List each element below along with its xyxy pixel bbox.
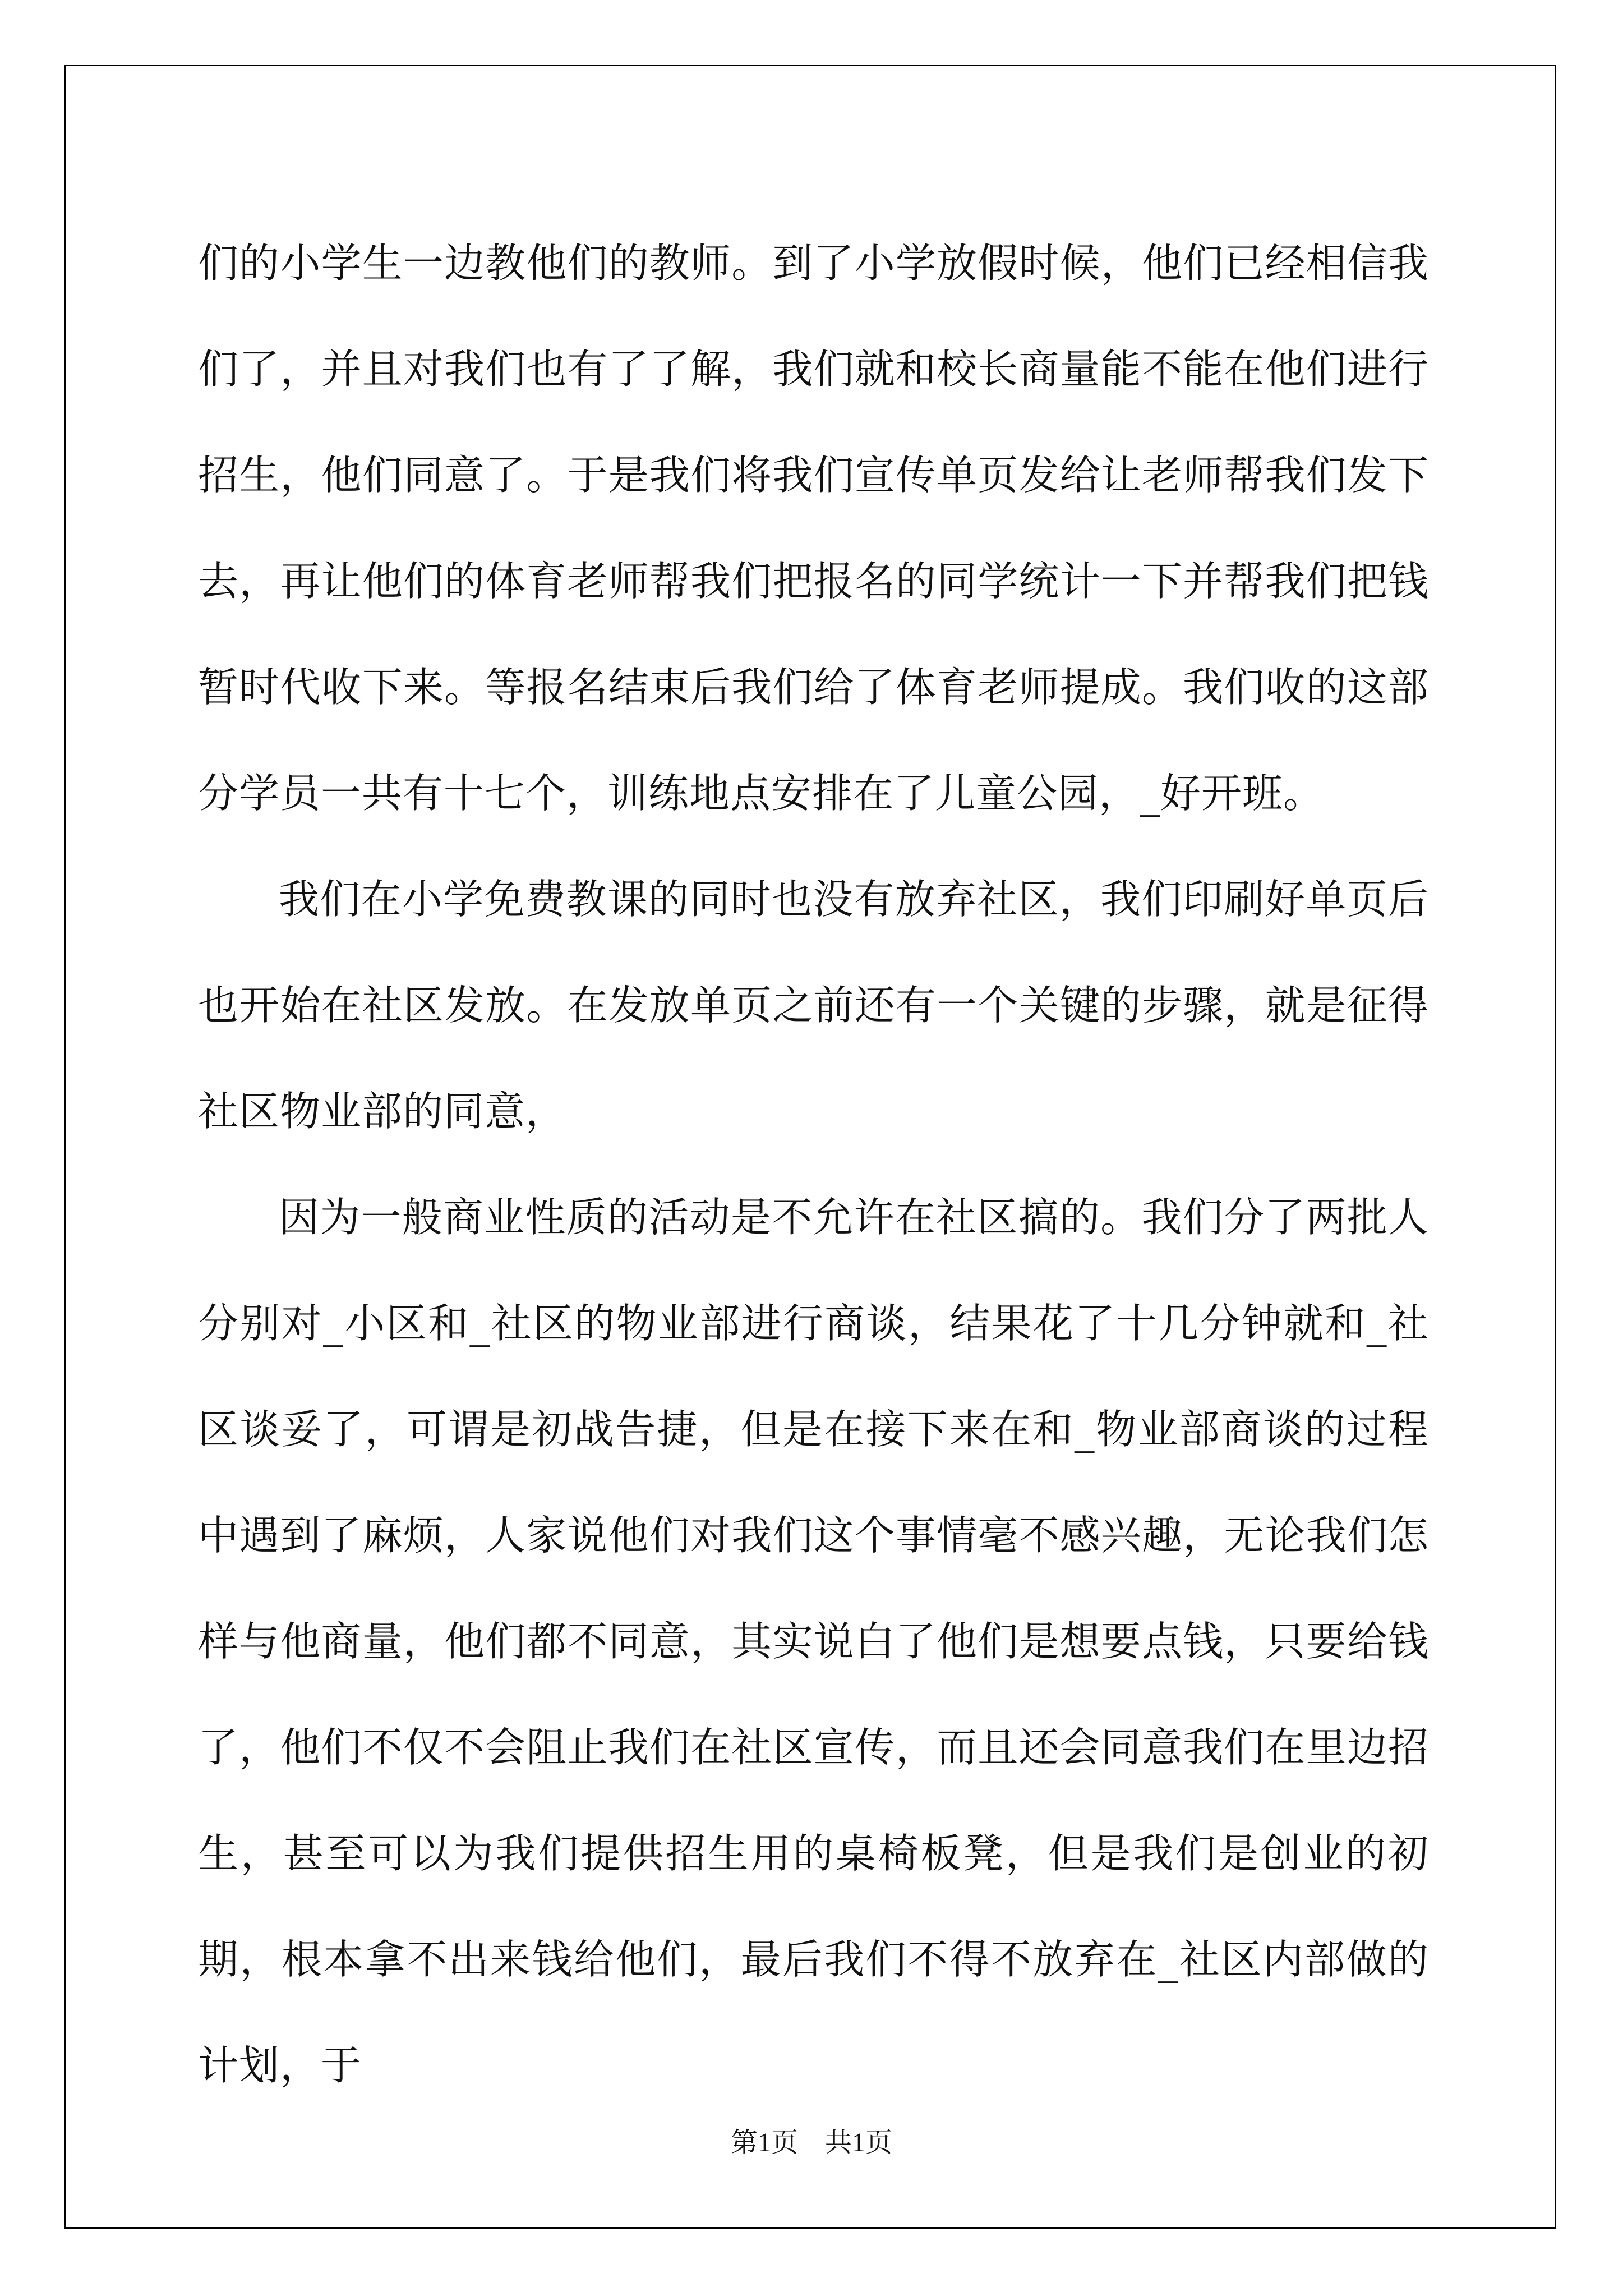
document-body	[198, 210, 1429, 2119]
paragraph-1: 们的小学生一边教他们的教师。到了小学放假时候，他们已经相信我们了，并且对我们也有了了解，我们就和校长商量能不能在他们进行招生，他们同意了。于是我们将我们宣传单页发给让老师帮我们发下去，再让他们的体育老师帮我们把报名的同学统计一下并帮我们把钱暂时代收下来。等报名结束后我们给了体育老师提成。我们收的这部分学员一共有十七个，训练地点安排在了儿童公园，_好开班。	[198, 240, 1429, 817]
paragraph-2: 我们在小学免费教课的同时也没有放弃社区，我们印刷好单页后也开始在社区发放。在发放单页之前还有一个关键的步骤，就是征得社区物业部的同意，	[198, 876, 1429, 1135]
page-number-footer: 第1页 共1页	[730, 2128, 892, 2157]
paragraph-3: 因为一般商业性质的活动是不允许在社区搞的。我们分了两批人分别对_小区和_社区的物业部进行商谈，结果花了十几分钟就和_社区谈妥了，可谓是初战告捷，但是在接下来在和_物业部商谈的过程中遇到了麻烦，人家说他们对我们这个事情毫不感兴趣，无论我们怎样与他商量，他们都不同意，其实说白了他们是想要点钱，只要给钱了，他们不仅不会阻止我们在社区宣传，而且还会同意我们在里边招生，甚至可以为我们提供招生用的桌椅板凳，但是我们是创业的初期，根本拿不出来钱给他们，最后我们不得不放弃在_社区内部做的计划，于	[198, 1194, 1429, 2089]
